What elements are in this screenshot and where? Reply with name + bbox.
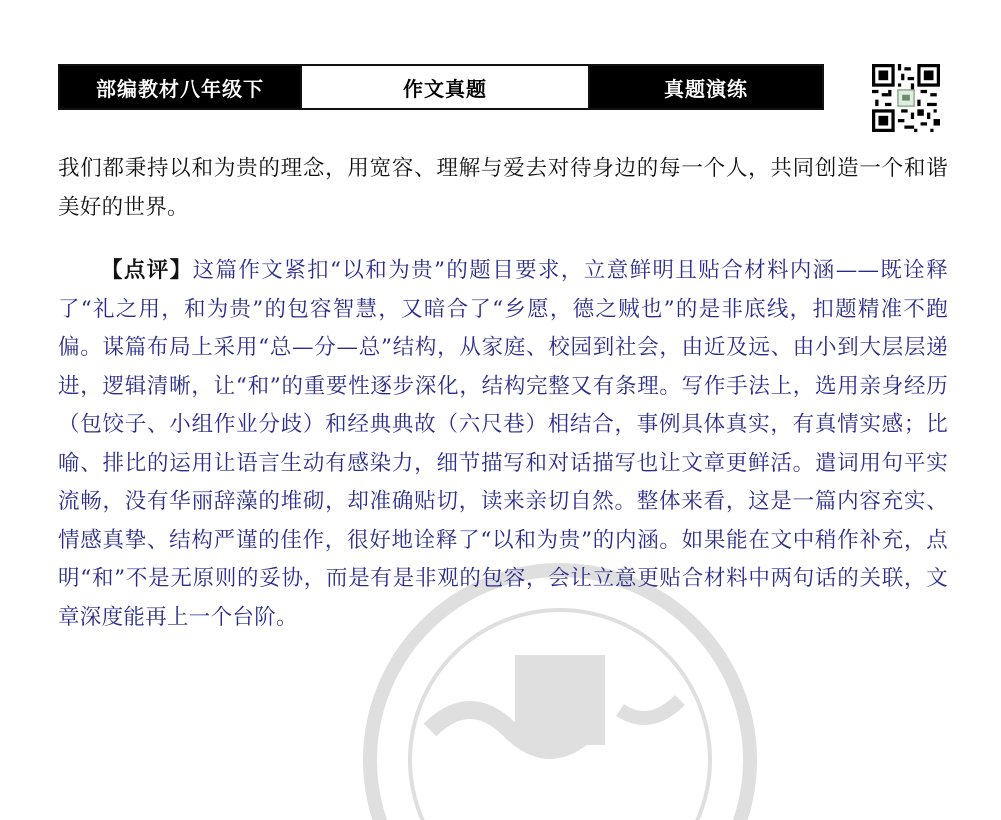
header-grade-label: 部编教材八年级下 — [60, 66, 300, 108]
qr-code-icon[interactable] — [872, 64, 940, 132]
comment-text: 这篇作文紧扣“以和为贵”的题目要求，立意鲜明且贴合材料内涵——既诠释了“礼之用，和为贵”的包容智慧，又暗合了“乡愿，德之贼也”的是非底线，扣题精准不跑偏。谋篇布局上采用“总—分—总”结构，从家庭、校园到社会，由近及远、由小到大层层递进，逻辑清晰，让“和”的重要性逐步深化，结构完整又有条理。写作手法上，选用亲身经历（包饺子、小组作业分歧）和经典典故（六尺巷）相结合，事例具体真实，有真情实感；比喻、排比的运用让语言生动有感染力，细节描写和对话描写也让文章更鲜活。遣词用句平实流畅，没有华丽辞藻的堆砌，却准确贴切，读来亲切自然。整体来看，这是一篇内容充实、情感真挚、结构严谨的佳作，很好地诠释了“以和为贵”的内涵。如果能在文中稍作补充，点明“和”不是无原则的妥协，而是有是非观的包容，会让立意更贴合材料中两句话的关联，文章深度能再上一个台阶。 — [58, 258, 949, 630]
header-section-title: 作文真题 — [300, 66, 590, 108]
comment-tag: 【点评】 — [101, 258, 193, 283]
essay-closing-paragraph: 我们都秉持以和为贵的理念，用宽容、理解与爱去对待身边的每一个人，共同创造一个和谐美好的世界。 — [58, 156, 948, 220]
header-bar — [58, 64, 824, 110]
header-practice-label: 真题演练 — [590, 66, 822, 108]
comment-paragraph — [58, 252, 948, 637]
